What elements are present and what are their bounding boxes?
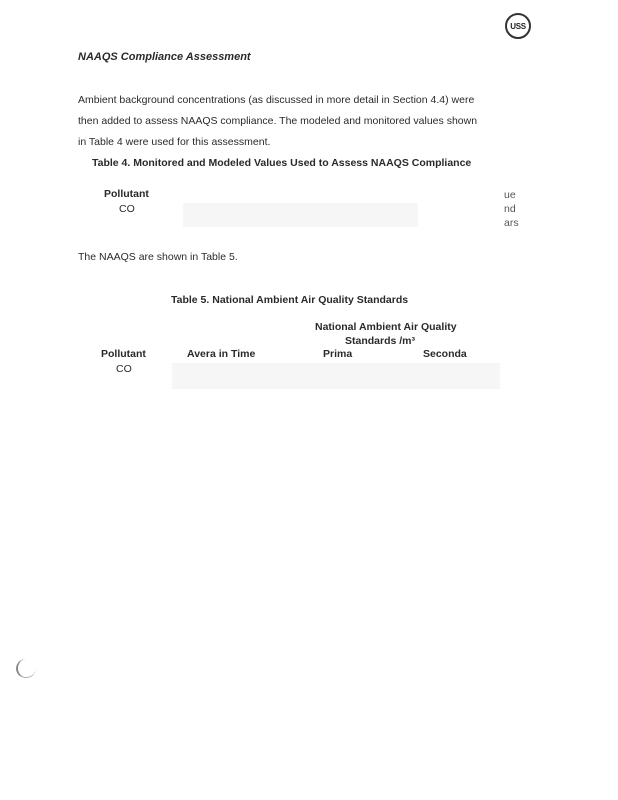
- table4-header-fragment: ue: [504, 189, 516, 201]
- paragraph-line: Ambient background concentrations (as discussed in more detail in Section 4.4) were: [78, 94, 475, 106]
- table5-header-primary: Prima: [323, 348, 353, 360]
- table4-row-pollutant: CO: [119, 203, 135, 215]
- table4-caption: Table 4. Monitored and Modeled Values Used to Assess NAAQS Compliance: [92, 157, 472, 169]
- intro-paragraph: [78, 90, 538, 153]
- section-heading: NAAQS Compliance Assessment: [78, 51, 251, 63]
- table5-header-averaging-time: Avera in Time: [187, 348, 256, 360]
- table4-header-pollutant: Pollutant: [104, 188, 149, 200]
- table5-group-header: National Ambient Air Quality: [315, 321, 457, 333]
- table5-header-secondary: Seconda: [423, 348, 467, 360]
- table5-header-pollutant: Pollutant: [101, 348, 146, 360]
- table5-row-pollutant: CO: [116, 363, 132, 375]
- table5-caption: Table 5. National Ambient Air Quality Standards: [171, 294, 409, 306]
- table4-fragment: ars: [504, 217, 519, 229]
- table4-fragment: nd: [504, 203, 516, 215]
- table5-group-header-units: Standards /m³: [345, 335, 416, 347]
- paragraph-line: in Table 4 were used for this assessment.: [78, 136, 271, 148]
- uss-logo: USS: [505, 13, 531, 39]
- paragraph-line: then added to assess NAAQS compliance. The modeled and monitored values shown: [78, 115, 478, 127]
- table4-redacted-area: [183, 203, 418, 227]
- table5-redacted-area: [172, 363, 500, 389]
- scan-mark: [16, 659, 36, 678]
- naaqs-sentence: The NAAQS are shown in Table 5.: [78, 251, 238, 263]
